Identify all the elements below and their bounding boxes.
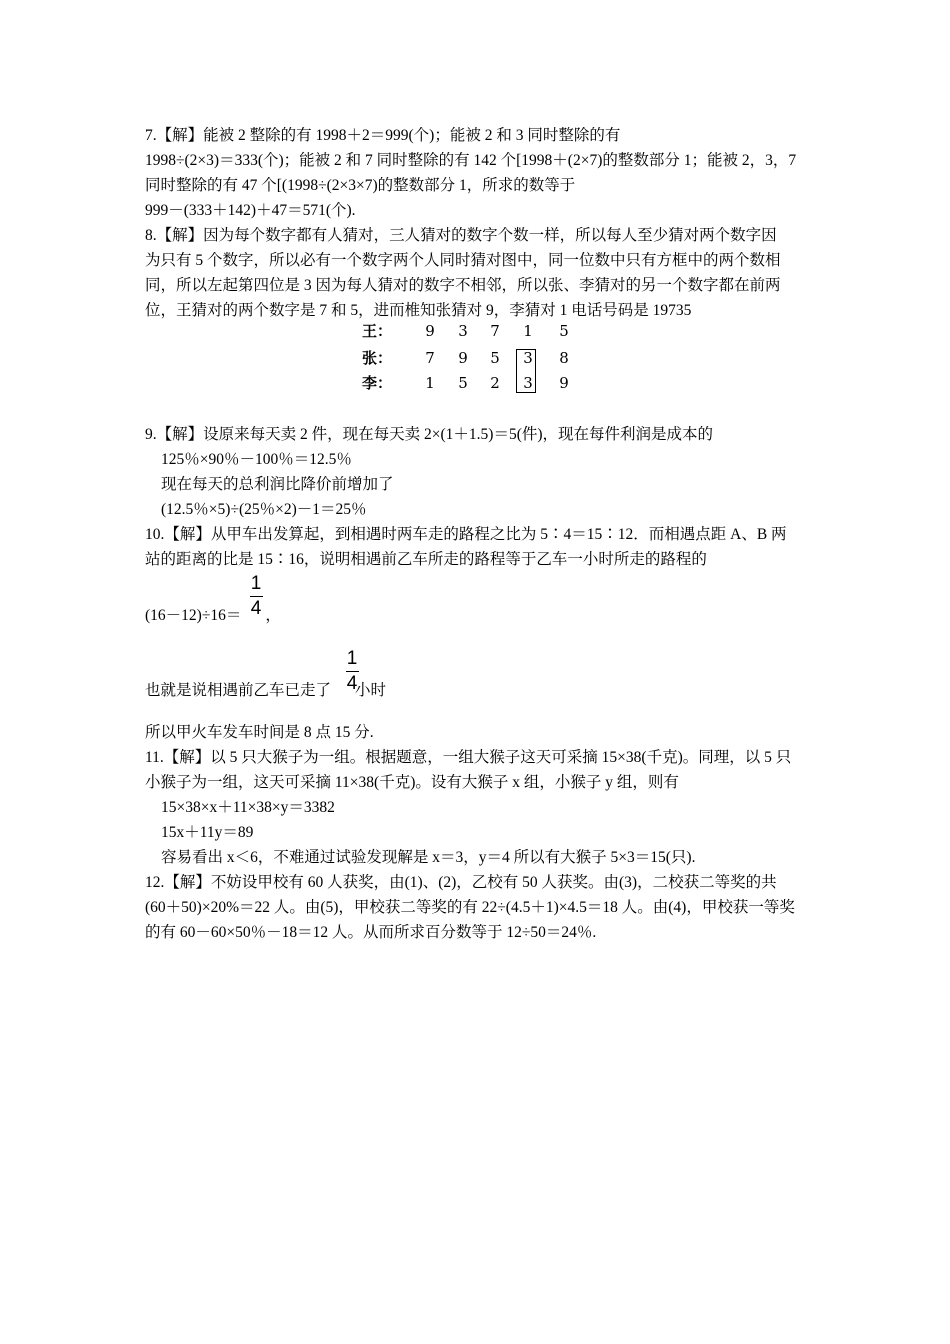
text-line: 999－(333＋142)＋47＝571(个). xyxy=(145,202,356,219)
text-line: 7.【解】能被 2 整除的有 1998＋2＝999(个)；能被 2 和 3 同时整除的有 xyxy=(145,127,621,144)
text-line: 同时整除的有 47 个[(1998÷(2×3×7)的整数部分 1，所求的数等于 xyxy=(145,177,576,194)
text-line: 所以甲火车发车时间是 8 点 15 分. xyxy=(145,724,374,741)
guess-digit: 9 xyxy=(559,374,569,392)
text-line: (12.5％×5)÷(25％×2)－1＝25％ xyxy=(161,501,367,518)
guess-digit: 3 xyxy=(523,349,533,367)
text-line: 15x＋11y＝89 xyxy=(161,824,254,841)
guess-digit: 3 xyxy=(523,374,533,392)
guess-digit: 2 xyxy=(490,374,500,392)
text-line: 15×38×x＋11×38×y＝3382 xyxy=(161,799,335,816)
fraction-numerator: 1 xyxy=(346,648,358,669)
text-line: 同，所以左起第四位是 3 因为每人猜对的数字不相邻，所以张、李猜对的另一个数字都在前两 xyxy=(145,277,781,294)
text-line: 小猴子为一组，这天可采摘 11×38(千克)。设有大猴子 x 组，小猴子 y 组，则有 xyxy=(145,774,679,791)
text-line: (60＋50)×20%＝22 人。由(5)，甲校获二等奖的有 22÷(4.5＋1)×4.5＝18 人。由(4)，甲校获一等奖 xyxy=(145,899,795,916)
text-line: 9.【解】设原来每天卖 2 件，现在每天卖 2×(1＋1.5)＝5(件)，现在每件利润是成本的 xyxy=(145,426,714,443)
matching-digit-box xyxy=(516,349,536,393)
guess-digit: 7 xyxy=(425,349,435,367)
guess-name: 李： xyxy=(362,374,393,392)
guess-digit: 9 xyxy=(425,322,435,340)
text-line: 站的距离的比是 15∶16，说明相遇前乙车所走的路程等于乙车一小时所走的路程的 xyxy=(145,551,707,568)
guess-digit: 1 xyxy=(425,374,435,392)
guess-name: 张： xyxy=(362,349,393,367)
guess-name: 王： xyxy=(362,322,393,340)
text-line: 的有 60－60×50％－18＝12 人。从而所求百分数等于 12÷50＝24％. xyxy=(145,924,597,941)
sentence-text: 也就是说相遇前乙车已走了 xyxy=(145,682,332,699)
text-line: 8.【解】因为每个数字都有人猜对，三人猜对的数字个数一样，所以每人至少猜对两个数字因 xyxy=(145,227,777,244)
guess-table xyxy=(360,318,590,398)
guess-digit: 1 xyxy=(523,322,533,340)
guess-digit: 9 xyxy=(458,349,468,367)
guess-digit: 5 xyxy=(490,349,500,367)
fraction-bar xyxy=(346,671,359,672)
text-line: 为只有 5 个数字，所以必有一个数字两个人同时猜对图中，同一位数中只有方框中的两个数相 xyxy=(145,252,781,269)
fraction-denominator: 4 xyxy=(250,598,262,620)
text-line: 125％×90％－100％＝12.5％ xyxy=(161,451,352,468)
text-line: 10.【解】从甲车出发算起，到相遇时两车走的路程之比为 5∶4＝15∶12．而相遇点距 A、B 两 xyxy=(145,526,787,543)
equation-text: (16－12)÷16＝ xyxy=(145,607,242,624)
guess-digit: 5 xyxy=(458,374,468,392)
text-line: 容易看出 x＜6，不难通过试验发现解是 x＝3，y＝4 所以有大猴子 5×3＝15(只). xyxy=(161,849,696,866)
guess-digit: 7 xyxy=(490,322,500,340)
fraction-numerator: 1 xyxy=(250,573,262,594)
guess-digit: 5 xyxy=(559,322,569,340)
unit-text: 小时 xyxy=(355,682,387,699)
fraction-one-quarter xyxy=(246,574,266,619)
fraction-bar xyxy=(250,596,263,597)
fraction-denominator: 4 xyxy=(346,673,358,695)
guess-digit: 8 xyxy=(559,349,569,367)
comma: ， xyxy=(265,607,281,624)
text-line: 位，王猜对的两个数字是 7 和 5，进而椎知张猜对 9，李猜对 1 电话号码是 19735 xyxy=(145,302,692,319)
text-line: 11.【解】以 5 只大猴子为一组。根据题意，一组大猴子这天可采摘 15×38(千克)。同理，以 5 只 xyxy=(145,749,792,766)
text-line: 现在每天的总利润比降价前增加了 xyxy=(161,476,394,493)
fraction-one-quarter xyxy=(342,649,362,694)
guess-digit: 3 xyxy=(458,322,468,340)
text-line: 12.【解】不妨设甲校有 60 人获奖，由(1)、(2)，乙校有 50 人获奖。由(3)，二校获二等奖的共 xyxy=(145,874,777,891)
text-line: 1998÷(2×3)＝333(个)；能被 2 和 7 同时整除的有 142 个[1998＋(2×7)的整数部分 1；能被 2，3，7 xyxy=(145,152,797,169)
